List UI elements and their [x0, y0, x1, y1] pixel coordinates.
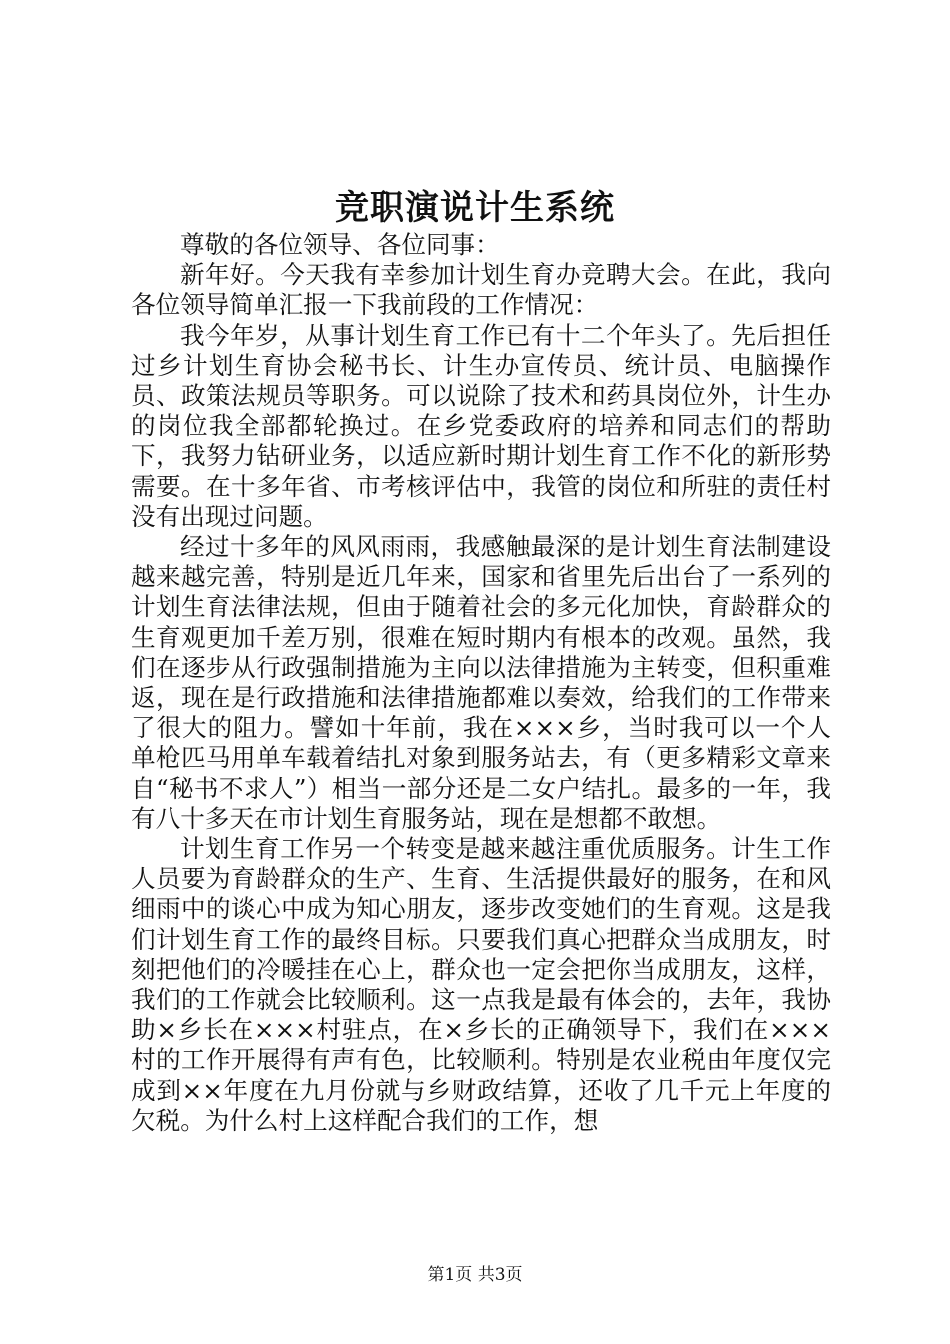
page-number-footer: 第1页 共3页 — [427, 1265, 523, 1285]
body-paragraph: 计划生育工作另一个转变是越来越注重优质服务。计生工作人员要为育龄群众的生产、生育、生活提供最好的服务，在和风细雨中的谈心中成为知心朋友，逐步改变她们的生育观。这是我们计划生育工作的最终目标。只要我们真心把群众当成朋友，时刻把他们的冷暖挂在心上，群众也一定会把你当成朋友，这样，我们的工作就会比较顺利。这一点我是最有体会的，去年，我协助×乡长在×××村驻点，在×乡长的正确领导下，我们在×××村的工作开展得有声有色，比较顺利。特别是农业税由年度仅完成到××年度在九月份就与乡财政结算，还收了几千元上年度的欠税。为什么村上这样配合我们的工作，想 — [131, 834, 831, 1135]
body-paragraph: 经过十多年的风风雨雨，我感触最深的是计划生育法制建设越来越完善，特别是近几年来，国家和省里先后出台了一系列的计划生育法律法规，但由于随着社会的多元化加快，育龄群众的生育观更加千差万别，很难在短时期内有根本的改观。虽然，我们在逐步从行政强制措施为主向以法律措施为主转变，但积重难返，现在是行政措施和法律措施都难以奏效，给我们的工作带来了很大的阻力。譬如十年前，我在×××乡，当时我可以一个人单枪匹马用单车载着结扎对象到服务站去，有（更多精彩文章来自“秘书不求人”）相当一部分还是二女户结扎。最多的一年，我有八十多天在市计划生育服务站，现在是想都不敢想。 — [131, 532, 831, 833]
body-paragraph: 我今年岁，从事计划生育工作已有十二个年头了。先后担任过乡计划生育协会秘书长、计生办宣传员、统计员、电脑操作员、政策法规员等职务。可以说除了技术和药具岗位外，计生办的岗位我全部都轮换过。在乡党委政府的培养和同志们的帮助下，我努力钻研业务，以适应新时期计划生育工作不化的新形势需要。在十多年省、市考核评估中，我管的岗位和所驻的责任村没有出现过问题。 — [131, 320, 831, 531]
salutation-paragraph: 尊敬的各位领导、各位同事： — [180, 230, 500, 259]
document-body — [131, 230, 831, 1136]
document-title: 竞职演说计生系统 — [335, 188, 615, 228]
body-paragraph: 新年好。今天我有幸参加计划生育办竞聘大会。在此，我向各位领导简单汇报一下我前段的工作情况： — [131, 260, 831, 320]
